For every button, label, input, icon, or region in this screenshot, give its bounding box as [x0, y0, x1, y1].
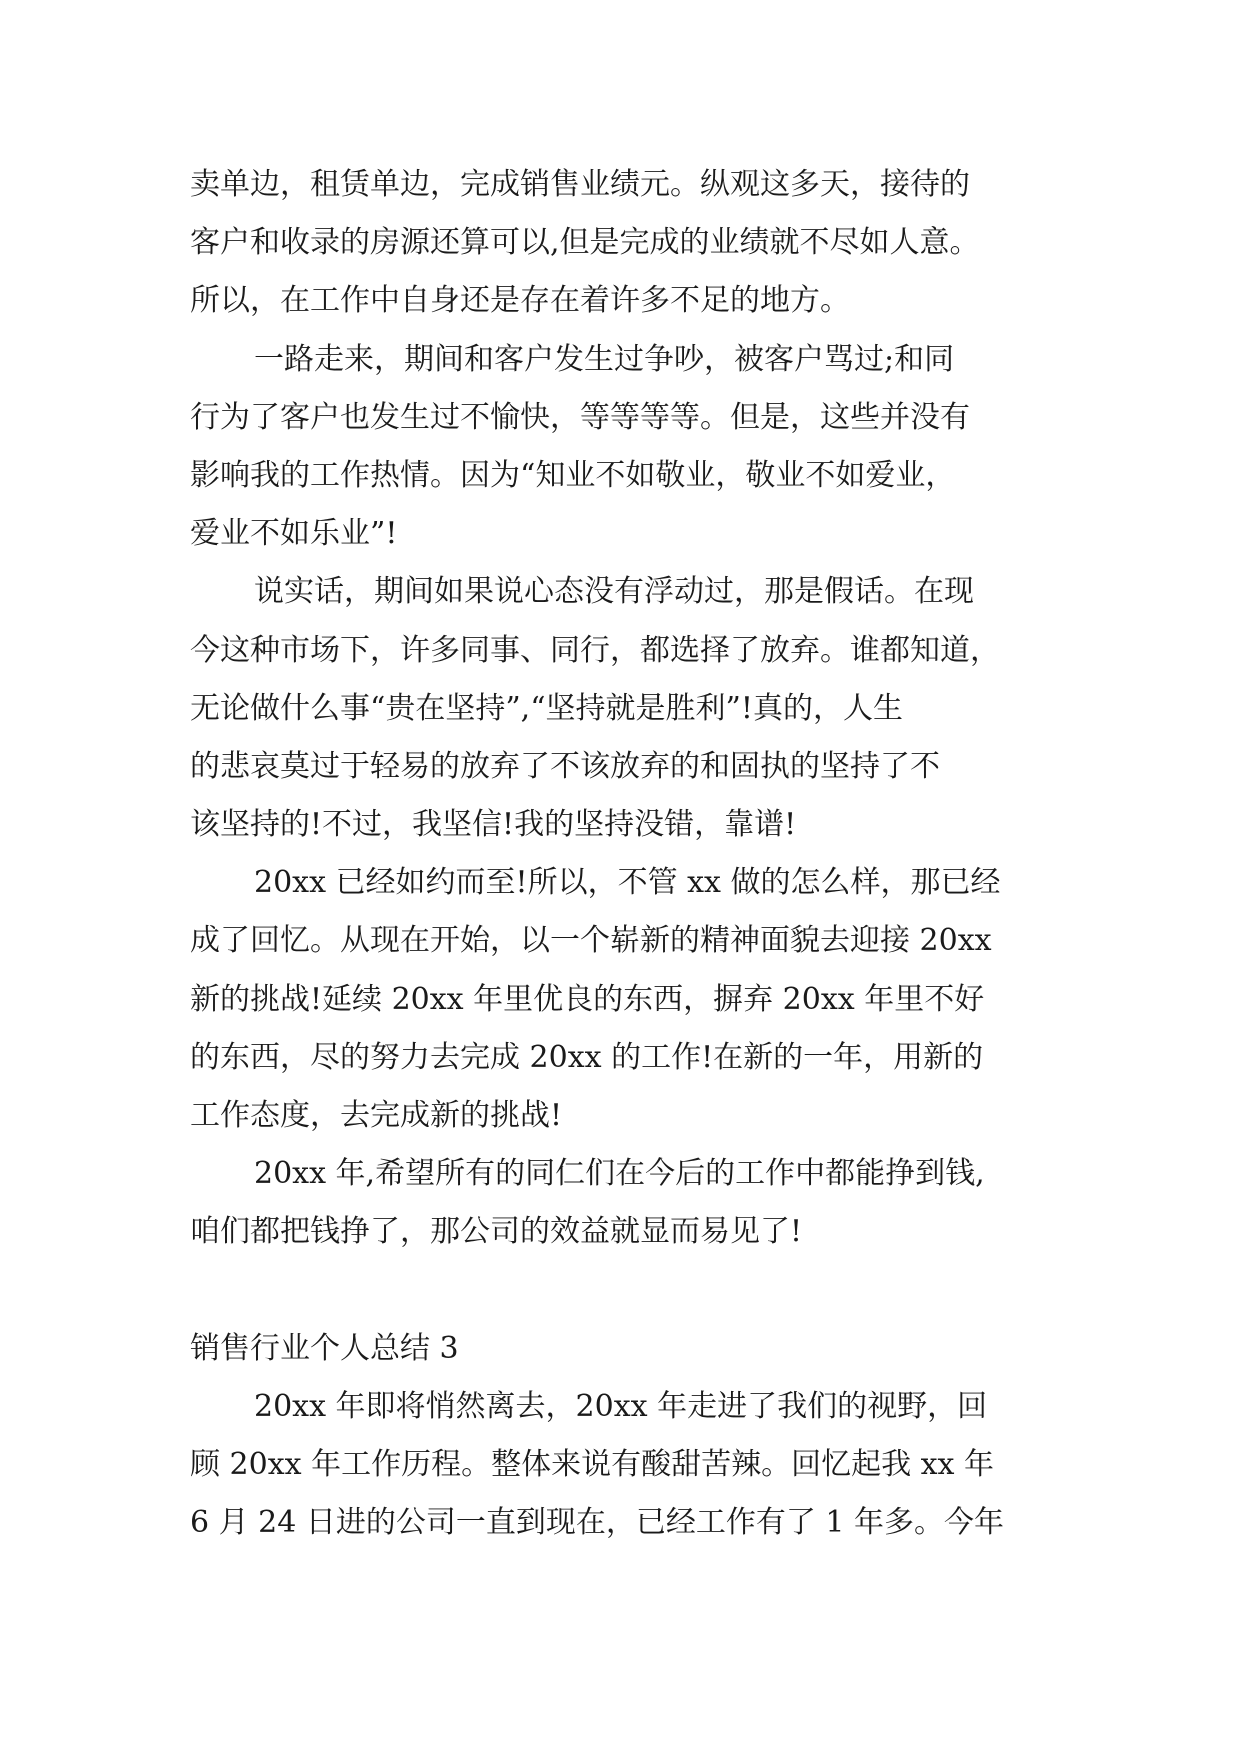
text-line: 说实话，期间如果说心态没有浮动过，那是假话。在现: [254, 574, 974, 610]
paragraph: [190, 854, 1090, 1145]
paragraph: [190, 563, 1090, 854]
text-line: 的东西，尽的努力去完成 20xx 的工作!在新的一年，用新的: [190, 1039, 984, 1075]
paragraph: [190, 331, 1090, 564]
text-line: 行为了客户也发生过不愉快，等等等等。但是，这些并没有: [190, 399, 970, 435]
text-line: 影响我的工作热情。因为“知业不如敬业，敬业不如爱业，: [190, 457, 956, 493]
text-line: 无论做什么事“贵在坚持”,“坚持就是胜利”!真的，人生: [190, 690, 903, 726]
text-line: 所以，在工作中自身还是存在着许多不足的地方。: [190, 283, 850, 319]
text-line: 20xx 已经如约而至!所以，不管 xx 做的怎么样，那已经: [254, 865, 1001, 901]
paragraph: [190, 156, 1090, 331]
text-line: 顾 20xx 年工作历程。整体来说有酸甜苦辣。回忆起我 xx 年: [190, 1447, 994, 1483]
text-line: 客户和收录的房源还算可以,但是完成的业绩就不尽如人意。: [190, 225, 980, 261]
document-body: [190, 156, 1090, 1553]
text-line: 成了回忆。从现在开始，以一个崭新的精神面貌去迎接 20xx: [190, 923, 992, 959]
paragraph: [190, 1378, 1090, 1553]
blank-line: [190, 1262, 1090, 1320]
text-line: 6 月 24 日进的公司一直到现在，已经工作有了 1 年多。今年: [190, 1505, 1005, 1541]
text-line: 一路走来，期间和客户发生过争吵，被客户骂过;和同: [254, 341, 955, 377]
section-heading: 销售行业个人总结 3: [190, 1330, 459, 1366]
text-line: 咱们都把钱挣了，那公司的效益就显而易见了!: [190, 1214, 803, 1250]
text-line: 爱业不如乐业”!: [190, 516, 398, 552]
text-line: 卖单边，租赁单边，完成销售业绩元。纵观这多天，接待的: [190, 167, 970, 202]
text-line: 工作态度，去完成新的挑战!: [190, 1098, 563, 1133]
text-line: 该坚持的!不过，我坚信!我的坚持没错，靠谱!: [190, 807, 797, 843]
paragraph: [190, 1145, 1090, 1261]
text-line: 今这种市场下，许多同事、同行，都选择了放弃。谁都知道，: [190, 632, 1000, 668]
text-line: 20xx 年即将悄然离去，20xx 年走进了我们的视野，回: [254, 1388, 988, 1424]
text-line: 新的挑战!延续 20xx 年里优良的东西，摒弃 20xx 年里不好: [190, 981, 985, 1017]
text-line: 的悲哀莫过于轻易的放弃了不该放弃的和固执的坚持了不: [190, 748, 940, 784]
text-line: 20xx 年,希望所有的同仁们在今后的工作中都能挣到钱,: [254, 1156, 985, 1192]
